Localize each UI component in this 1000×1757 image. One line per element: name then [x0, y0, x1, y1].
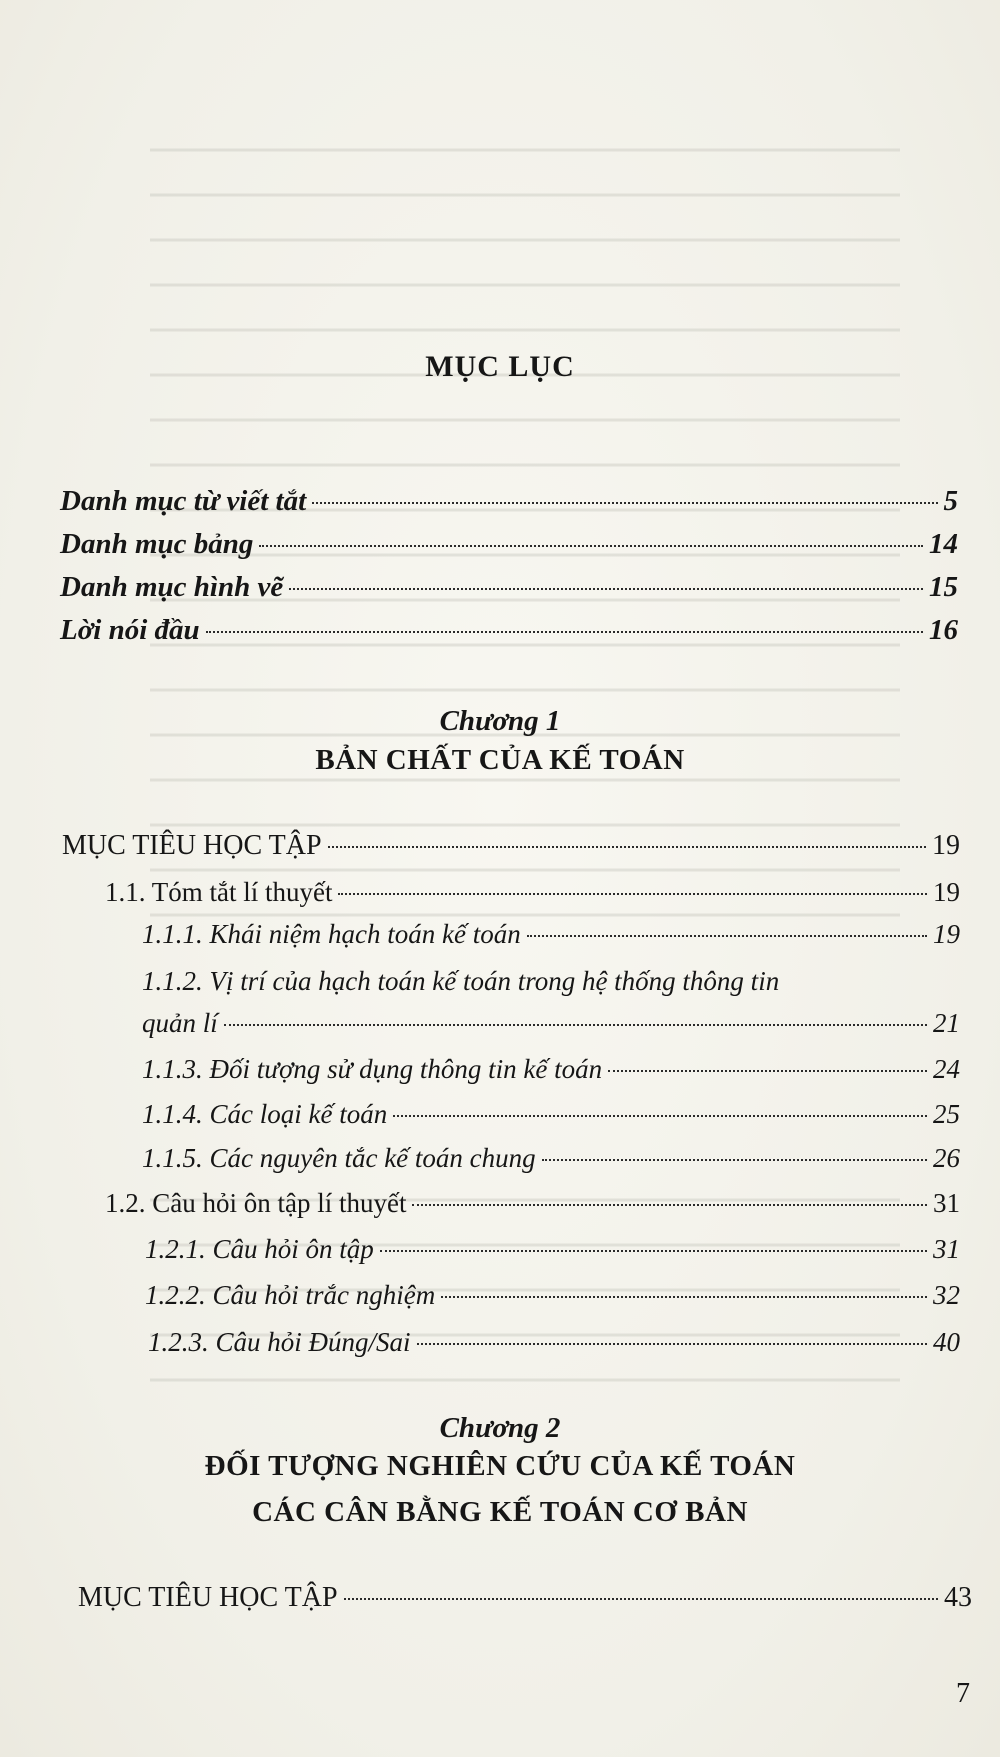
dot-leader — [224, 1024, 927, 1026]
toc-entry-1-1-2-line1[interactable]: 1.1.2. Vị trí của hạch toán kế toán trong hệ thống thông tin — [142, 966, 780, 996]
toc-entry-label: Danh mục hình vẽ — [60, 571, 284, 603]
chapter2-title-line1: ĐỐI TƯỢNG NGHIÊN CỨU CỦA KẾ TOÁN — [204, 1450, 796, 1482]
toc-entry-1-1-1[interactable] — [142, 917, 960, 951]
toc-entry-label: 1.2.3. Câu hỏi Đúng/Sai — [148, 1327, 411, 1357]
toc-entry-page: 43 — [944, 1582, 972, 1613]
dot-leader — [441, 1296, 927, 1298]
toc-entry-label: 1.2.2. Câu hỏi trắc nghiệm — [145, 1280, 436, 1310]
dot-leader — [542, 1159, 927, 1161]
dot-leader — [417, 1343, 927, 1345]
toc-entry-1-1-5[interactable] — [142, 1141, 960, 1175]
toc-entry-page: 32 — [933, 1280, 960, 1310]
dot-leader — [608, 1070, 927, 1072]
toc-entry-1-1[interactable] — [105, 875, 960, 909]
toc-entry-ch2-objectives[interactable] — [78, 1581, 972, 1615]
toc-entry-page: 24 — [933, 1054, 960, 1084]
dot-leader — [338, 893, 927, 895]
toc-entry-page: 21 — [933, 1008, 960, 1038]
toc-entry-1-1-2[interactable] — [142, 1006, 960, 1040]
toc-entry-1-2[interactable] — [105, 1186, 960, 1220]
toc-entry-page: 14 — [929, 528, 958, 560]
toc-entry-page: 5 — [943, 485, 958, 517]
toc-entry-1-1-4[interactable] — [142, 1097, 960, 1131]
toc-entry-label: 1.1.1. Khái niệm hạch toán kế toán — [142, 919, 521, 949]
toc-entry-label: quản lí — [142, 1008, 218, 1038]
toc-entry-label: 1.2. Câu hỏi ôn tập lí thuyết — [105, 1188, 407, 1218]
dot-leader — [328, 846, 926, 848]
toc-entry-page: 15 — [929, 571, 958, 603]
dot-leader — [344, 1598, 938, 1600]
toc-title: MỤC LỤC — [425, 350, 575, 383]
toc-entry-1-2-1[interactable] — [145, 1232, 960, 1266]
chapter1-label: Chương 1 — [439, 705, 561, 737]
toc-entry-abbreviations[interactable] — [60, 484, 958, 518]
toc-entry-label: 1.1.4. Các loại kế toán — [142, 1099, 388, 1129]
toc-entry-1-1-3[interactable] — [142, 1052, 960, 1086]
toc-entry-label: 1.1. Tóm tắt lí thuyết — [105, 877, 333, 907]
toc-entry-label: MỤC TIÊU HỌC TẬP — [78, 1582, 338, 1613]
toc-entry-list-of-tables[interactable] — [60, 527, 958, 561]
toc-entry-page: 25 — [933, 1099, 960, 1129]
dot-leader — [289, 588, 923, 590]
toc-entry-page: 31 — [933, 1234, 960, 1264]
toc-entry-page: 31 — [933, 1188, 960, 1218]
toc-entry-label: MỤC TIÊU HỌC TẬP — [62, 830, 322, 861]
toc-entry-label: Lời nói đầu — [60, 614, 200, 646]
toc-entry-page: 19 — [933, 919, 960, 949]
toc-entry-page: 19 — [933, 877, 960, 907]
toc-entry-label: Danh mục bảng — [60, 528, 254, 560]
toc-entry-list-of-figures[interactable] — [60, 570, 958, 604]
toc-entry-label: 1.1.5. Các nguyên tắc kế toán chung — [142, 1143, 536, 1173]
toc-entry-1-2-2[interactable] — [145, 1278, 960, 1312]
dot-leader — [312, 502, 937, 504]
dot-leader — [412, 1204, 927, 1206]
toc-entry-page: 16 — [929, 614, 958, 646]
dot-leader — [206, 631, 923, 633]
toc-entry-ch1-objectives[interactable] — [62, 829, 960, 863]
page-number: 7 — [956, 1678, 970, 1709]
toc-entry-label: 1.2.1. Câu hỏi ôn tập — [145, 1234, 374, 1264]
toc-entry-label: Danh mục từ viết tắt — [60, 485, 307, 517]
dot-leader — [380, 1250, 927, 1252]
dot-leader — [259, 545, 923, 547]
chapter2-label: Chương 2 — [439, 1412, 561, 1444]
toc-entry-1-2-3[interactable] — [148, 1325, 960, 1359]
chapter1-title: BẢN CHẤT CỦA KẾ TOÁN — [315, 744, 685, 776]
chapter2-title-line2: CÁC CÂN BẰNG KẾ TOÁN CƠ BẢN — [252, 1496, 748, 1528]
toc-entry-label: 1.1.3. Đối tượng sử dụng thông tin kế toán — [142, 1054, 603, 1084]
dot-leader — [393, 1115, 927, 1117]
dot-leader — [527, 935, 927, 937]
toc-entry-page: 40 — [933, 1327, 960, 1357]
toc-entry-page: 26 — [933, 1143, 960, 1173]
toc-entry-preface[interactable] — [60, 613, 958, 647]
toc-entry-page: 19 — [932, 830, 960, 861]
